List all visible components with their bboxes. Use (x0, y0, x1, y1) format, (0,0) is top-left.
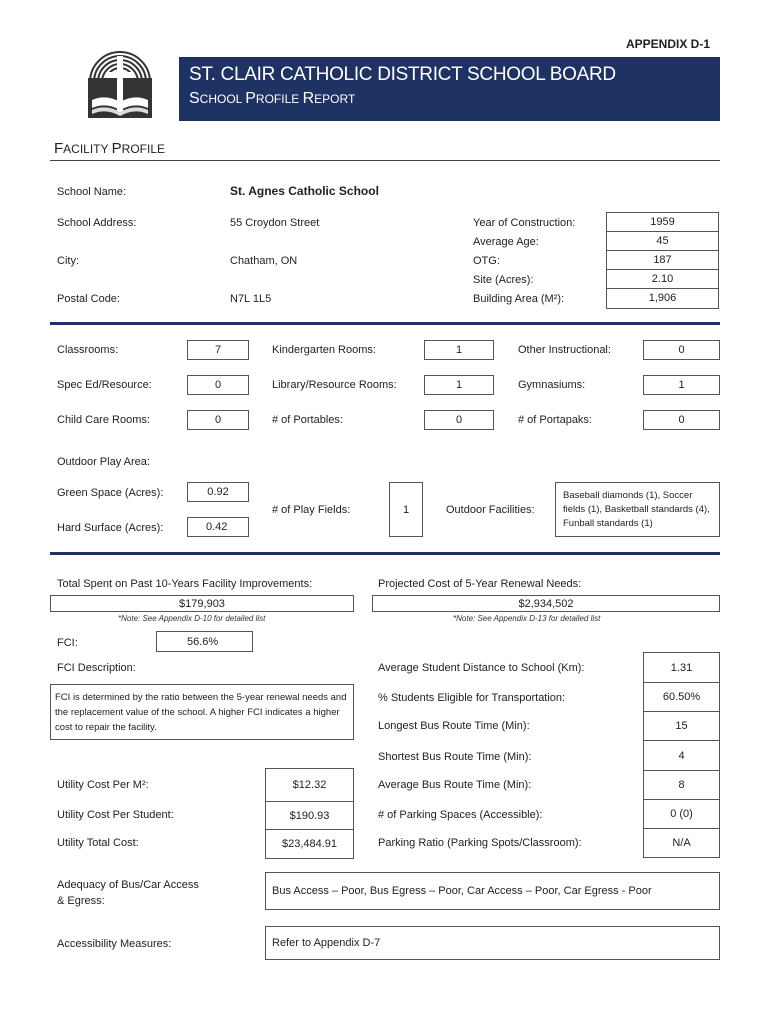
parking-ratio-label: Parking Ratio (Parking Spots/Classroom): (378, 837, 582, 849)
year-construction-label: Year of Construction: (473, 217, 576, 229)
board-logo (84, 38, 156, 124)
spec-ed-label: Spec Ed/Resource: (57, 379, 152, 391)
accessibility-measures-value: Refer to Appendix D-7 (265, 926, 720, 960)
report-title: SCHOOL PROFILE REPORT (189, 90, 356, 107)
past-improvements-value: $179,903 (50, 595, 354, 612)
past-improvements-note: *Note: See Appendix D-10 for detailed list (118, 614, 266, 623)
projected-cost-label: Projected Cost of 5-Year Renewal Needs: (378, 578, 582, 590)
past-improvements-label: Total Spent on Past 10-Years Facility Improvements: (57, 578, 313, 590)
portapaks-label: # of Portapaks: (518, 414, 592, 426)
parking-ratio-value: N/A (672, 837, 691, 849)
eligible-transport-value: 60.50% (644, 683, 719, 712)
hard-surface-label: Hard Surface (Acres): (57, 522, 164, 534)
building-area-label: Building Area (M²): (473, 293, 565, 305)
utility-per-m2-label: Utility Cost Per M²: (57, 779, 149, 791)
classrooms-label: Classrooms: (57, 344, 119, 356)
fci-label: FCI: (57, 637, 78, 649)
bus-car-access-label-line1: Adequacy of Bus/Car Access (57, 879, 199, 891)
library-label: Library/Resource Rooms: (272, 379, 397, 391)
site-acres-value: 2.10 (607, 270, 718, 289)
postal-code-value: N7L 1L5 (230, 293, 272, 305)
child-care-label: Child Care Rooms: (57, 414, 150, 426)
library-value: 1 (424, 375, 494, 395)
parking-spaces-label: # of Parking Spaces (Accessible): (378, 809, 543, 821)
outdoor-facilities-label: Outdoor Facilities: (446, 504, 535, 516)
section-heading: FACILITY PROFILE (54, 140, 165, 157)
otg-label: OTG: (473, 255, 500, 267)
gymnasiums-label: Gymnasiums: (518, 379, 586, 391)
school-address-value: 55 Croydon Street (230, 217, 320, 229)
avg-distance-value: 1.31 (644, 653, 719, 683)
cross-book-logo-icon (84, 38, 156, 124)
average-age-label: Average Age: (473, 236, 539, 248)
shortest-route-value: 4 (644, 741, 719, 771)
utility-total-value: $23,484.91 (281, 838, 338, 850)
average-route-value: 8 (644, 771, 719, 800)
longest-route-value: 15 (644, 712, 719, 741)
gymnasiums-value: 1 (643, 375, 720, 395)
hard-surface-value: 0.42 (187, 517, 249, 537)
divider-rule (50, 552, 720, 555)
average-route-label: Average Bus Route Time (Min): (378, 779, 532, 791)
school-name-label: School Name: (57, 186, 127, 198)
school-name-value: St. Agnes Catholic School (230, 184, 379, 198)
other-instructional-label: Other Instructional: (518, 344, 611, 356)
section-underline (50, 160, 720, 161)
appendix-label: APPENDIX D-1 (626, 37, 711, 51)
play-fields-label: # of Play Fields: (272, 504, 351, 516)
other-instructional-value: 0 (643, 340, 720, 360)
green-space-label: Green Space (Acres): (57, 487, 164, 499)
projected-cost-value: $2,934,502 (372, 595, 720, 612)
fci-description-label: FCI Description: (57, 662, 136, 674)
outdoor-play-heading: Outdoor Play Area: (57, 456, 150, 468)
parking-spaces-value: 0 (0) (644, 800, 719, 829)
utility-per-student-label: Utility Cost Per Student: (57, 809, 174, 821)
outdoor-facilities-value: Baseball diamonds (1), Soccer fields (1), Basketball standards (4), Funball standards (1) (555, 482, 720, 537)
year-construction-value: 1959 (607, 213, 718, 232)
bus-car-access-value: Bus Access – Poor, Bus Egress – Poor, Car Access – Poor, Car Egress - Poor (265, 872, 720, 910)
board-name: ST. CLAIR CATHOLIC DISTRICT SCHOOL BOARD (189, 64, 616, 85)
kindergarten-value: 1 (424, 340, 494, 360)
classrooms-value: 7 (187, 340, 249, 360)
child-care-value: 0 (187, 410, 249, 430)
utility-total-label: Utility Total Cost: (57, 837, 139, 849)
longest-route-label: Longest Bus Route Time (Min): (378, 720, 530, 732)
fci-value: 56.6% (156, 631, 253, 652)
building-area-value: 1,906 (648, 292, 677, 304)
portables-value: 0 (424, 410, 494, 430)
kindergarten-label: Kindergarten Rooms: (272, 344, 376, 356)
site-acres-label: Site (Acres): (473, 274, 534, 286)
portapaks-value: 0 (643, 410, 720, 430)
divider-rule (50, 322, 720, 325)
shortest-route-label: Shortest Bus Route Time (Min): (378, 751, 532, 763)
utility-per-m2-value: $12.32 (266, 769, 353, 802)
bus-car-access-label-line2: & Egress: (57, 895, 105, 907)
building-stats-table (606, 212, 719, 309)
transport-stats-table (643, 652, 720, 858)
projected-cost-note: *Note: See Appendix D-13 for detailed list (453, 614, 601, 623)
school-address-label: School Address: (57, 217, 137, 229)
utility-stats-table (265, 768, 354, 859)
fci-description-value: FCI is determined by the ratio between the 5-year renewal needs and the replacement value of the school. A higher FCI indicates a higher cost to repair the facility. (50, 684, 354, 740)
spec-ed-value: 0 (187, 375, 249, 395)
average-age-value: 45 (607, 232, 718, 251)
utility-per-student-value: $190.93 (266, 802, 353, 830)
postal-code-label: Postal Code: (57, 293, 120, 305)
city-label: City: (57, 255, 79, 267)
city-value: Chatham, ON (230, 255, 298, 267)
otg-value: 187 (607, 251, 718, 270)
avg-distance-label: Average Student Distance to School (Km): (378, 662, 585, 674)
green-space-value: 0.92 (187, 482, 249, 502)
portables-label: # of Portables: (272, 414, 343, 426)
accessibility-measures-label: Accessibility Measures: (57, 938, 172, 950)
header-banner (179, 57, 720, 121)
eligible-transport-label: % Students Eligible for Transportation: (378, 692, 566, 704)
play-fields-value: 1 (389, 482, 423, 537)
